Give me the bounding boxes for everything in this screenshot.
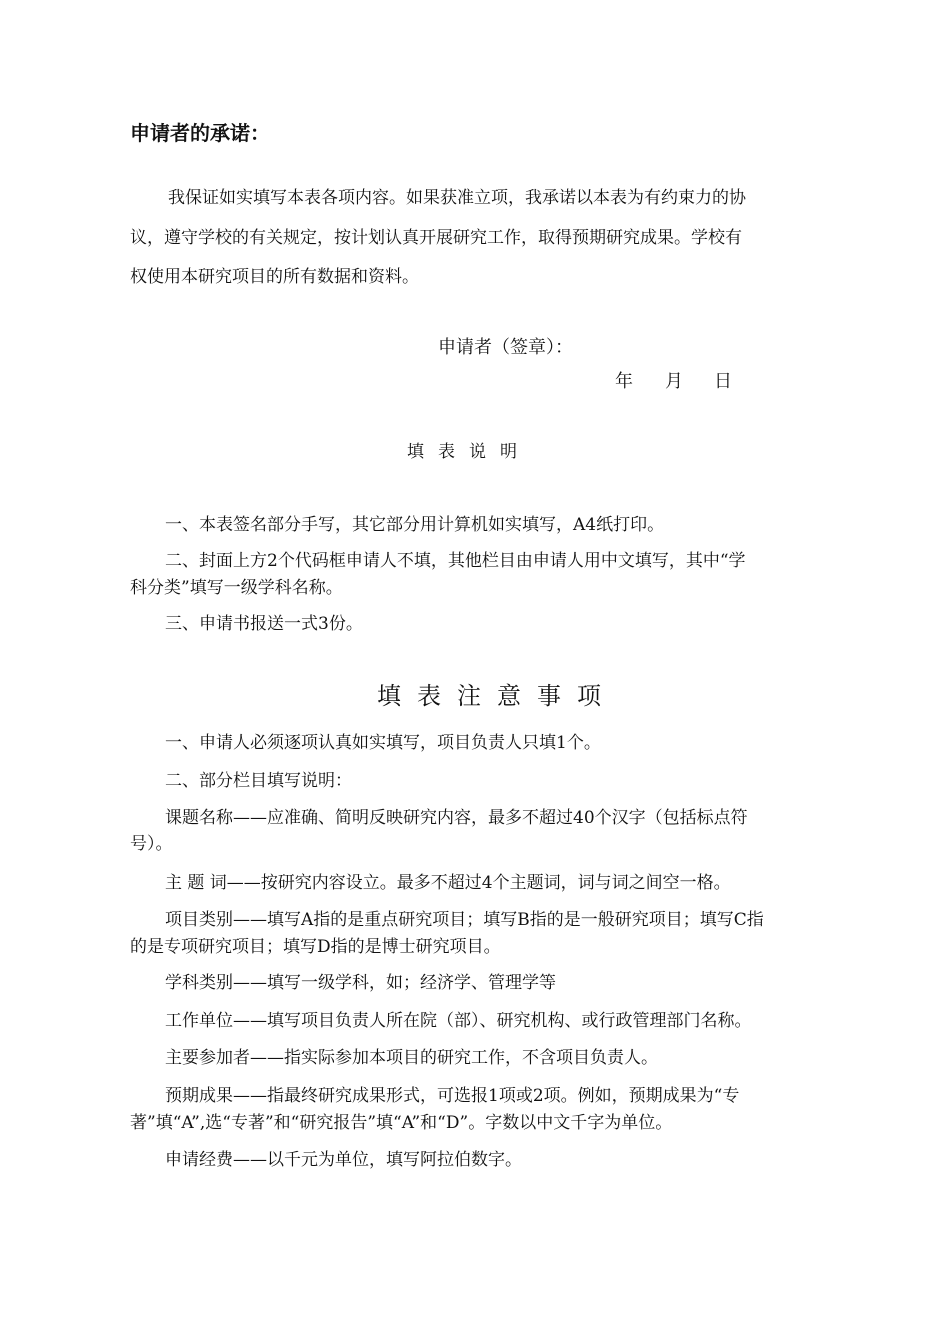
- notes-line-9: 工作单位——填写项目负责人所在院（部）、研究机构、或行政管理部门名称。: [165, 1011, 752, 1031]
- commitment-line-1: 我保证如实填写本表各项内容。如果获准立项，我承诺以本表为有约束力的协: [168, 188, 746, 208]
- notes-line-4: 号）。: [130, 834, 173, 854]
- notes-line-10: 主要参加者——指实际参加本项目的研究工作，不含项目负责人。: [165, 1048, 658, 1068]
- date-month-label: 月: [665, 371, 683, 392]
- commitment-line-2: 议，遵守学校的有关规定，按计划认真开展研究工作，取得预期研究成果。学校有: [130, 228, 742, 248]
- notes-line-6: 项目类别——填写A指的是重点研究项目；填写B指的是一般研究项目；填写C指: [165, 910, 764, 930]
- notes-line-2: 二、部分栏目填写说明：: [165, 771, 352, 791]
- notes-line-11: 预期成果——指最终研究成果形式，可选报1项或2项。例如，预期成果为“专: [165, 1086, 740, 1106]
- instructions-line-2: 二、封面上方2个代码框申请人不填，其他栏目由申请人用中文填写，其中“学: [165, 551, 746, 571]
- commitment-line-3: 权使用本研究项目的所有数据和资料。: [130, 267, 419, 287]
- instructions-line-3: 科分类”填写一级学科名称。: [130, 578, 343, 598]
- notes-title: 填表注意事项: [377, 682, 617, 710]
- instructions-line-4: 三、申请书报送一式3份。: [165, 614, 363, 634]
- date-day-label: 日: [714, 371, 732, 392]
- notes-line-1: 一、申请人必须逐项认真如实填写，项目负责人只填1个。: [165, 733, 601, 753]
- commitment-heading: 申请者的承诺：: [130, 121, 270, 145]
- notes-line-13: 申请经费——以千元为单位，填写阿拉伯数字。: [165, 1150, 522, 1170]
- signature-label: 申请者（签章）：: [438, 337, 573, 358]
- instructions-title: 填表说明: [407, 442, 531, 462]
- instructions-line-1: 一、本表签名部分手写，其它部分用计算机如实填写，A4纸打印。: [165, 515, 665, 535]
- notes-line-5: 主 题 词——按研究内容设立。最多不超过4个主题词，词与词之间空一格。: [165, 873, 731, 893]
- date-year-label: 年: [615, 371, 633, 392]
- notes-line-7: 的是专项研究项目；填写D指的是博士研究项目。: [130, 937, 501, 957]
- notes-line-3: 课题名称——应准确、简明反映研究内容，最多不超过40个汉字（包括标点符: [165, 808, 748, 828]
- notes-line-8: 学科类别——填写一级学科，如；经济学、管理学等: [165, 973, 556, 993]
- notes-line-12: 著”填“A”,选“专著”和“研究报告”填“A”和“D”。字数以中文千字为单位。: [130, 1113, 673, 1133]
